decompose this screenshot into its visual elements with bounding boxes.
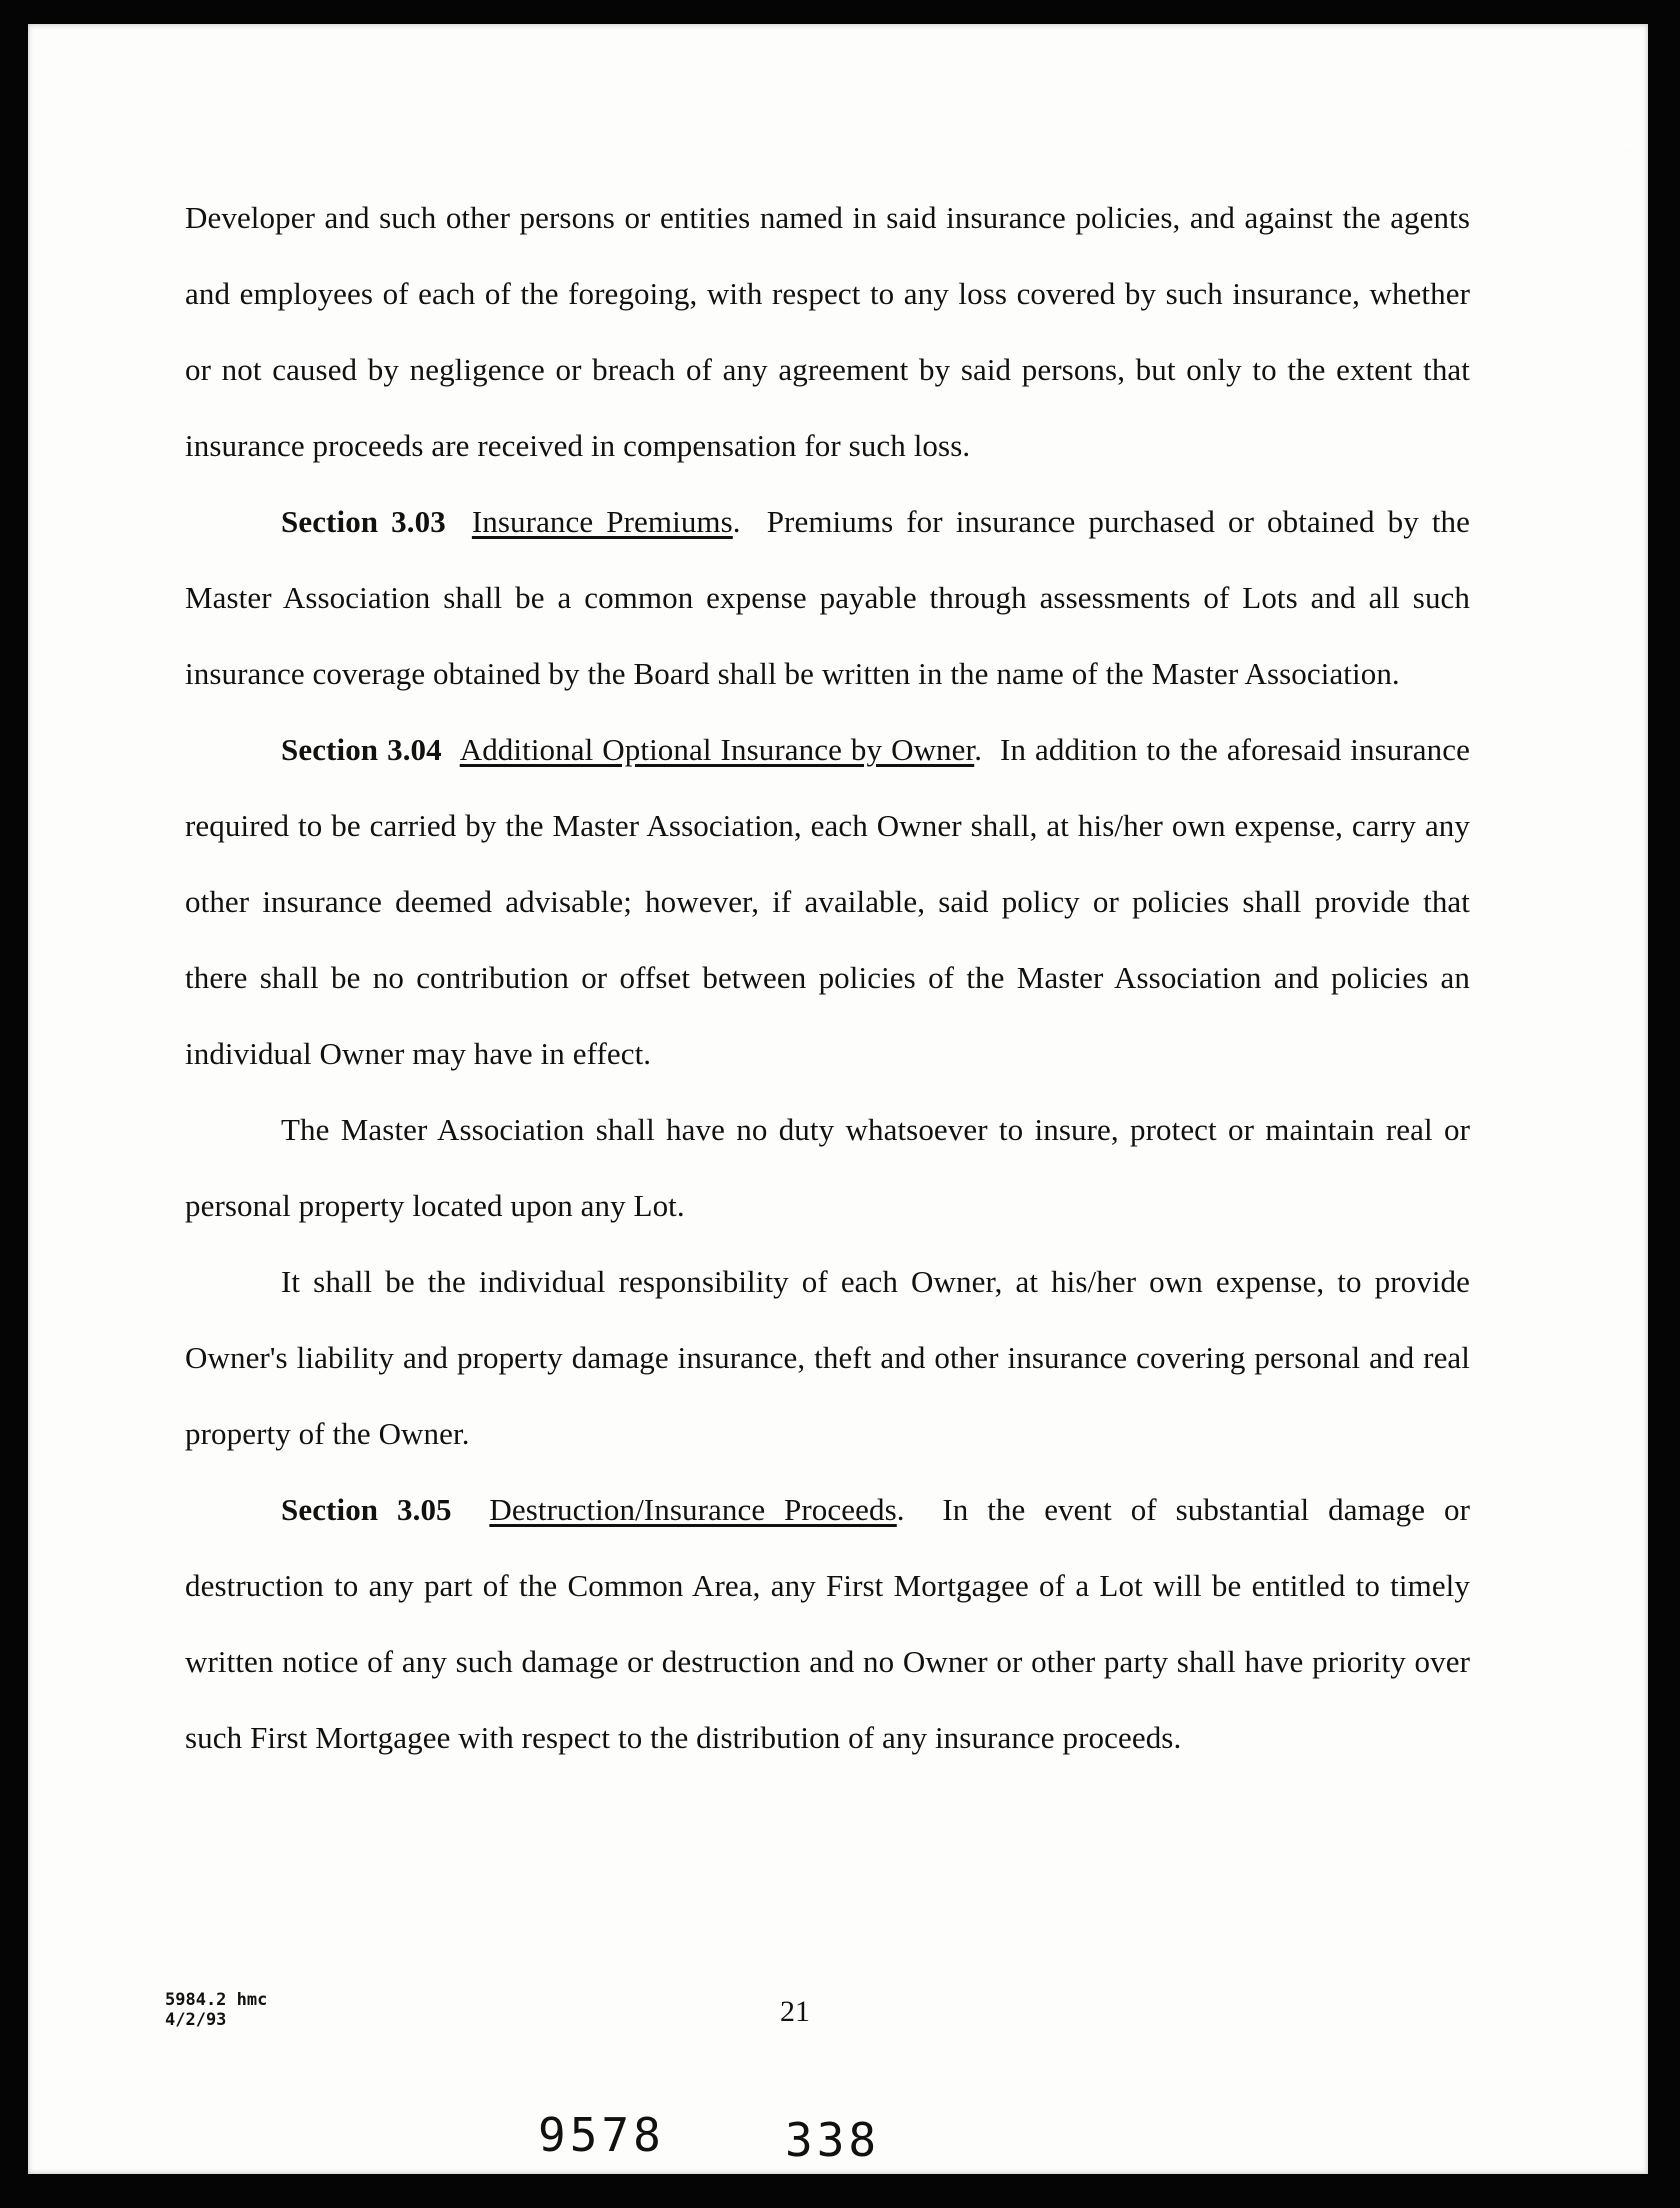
- recording-book-stamp: 9578: [538, 2108, 665, 2162]
- section-text: In the event of substantial damage or destruction to any part of the Common Area, any First Mortgagee of a Lot will be entitled to timely written notice of any such damage or destruction and no Owner or other party shall have priority over such First Mortgagee with respect to the distribution of any insurance proceeds.: [185, 1492, 1470, 1755]
- paragraph-continuation: [185, 180, 1470, 484]
- file-ref: 5984.2 hmc: [165, 1990, 268, 2010]
- paragraph-text: It shall be the individual responsibility of each Owner, at his/her own expense, to provide Owner's liability and property damage insurance, theft and other insurance covering personal and real property of the Owner.: [185, 1264, 1470, 1451]
- paragraph-no-duty: [185, 1092, 1470, 1244]
- file-date: 4/2/93: [165, 2010, 227, 2030]
- footer-file-reference: [165, 1990, 267, 2030]
- paragraph-text: Developer and such other persons or entities named in said insurance policies, and against the agents and employees of each of the foregoing, with respect to any loss covered by such insurance, whether or not caused by negligence or breach of any agreement by said persons, but only to the extent that insurance proceeds are received in compensation for such loss.: [185, 200, 1470, 463]
- section-number: Section 3.05: [281, 1492, 452, 1527]
- section-number: Section 3.04: [281, 732, 442, 767]
- section-title: Destruction/Insurance Proceeds: [489, 1492, 897, 1527]
- section-number: Section 3.03: [281, 504, 446, 539]
- section-3-04: Section 3.04 Additional Optional Insurance by Owner. In addition to the aforesaid insurance required to be carried by the Master Association, each Owner shall, at his/her own expense, carry any other insurance deemed advisable; however, if available, said policy or policies shall provide that there shall be no contribution or offset between policies of the Master Association and policies an individual Owner may have in effect.: [185, 732, 1470, 1071]
- paragraph-text: The Master Association shall have no duty whatsoever to insure, protect or maintain real or personal property located upon any Lot.: [185, 1112, 1470, 1223]
- document-body: [185, 180, 1470, 1776]
- recording-page-stamp: 338: [785, 2113, 881, 2167]
- scan-speck: [1618, 1664, 1621, 1666]
- section-3-03: Section 3.03 Insurance Premiums. Premiums for insurance purchased or obtained by the Master Association shall be a common expense payable through assessments of Lots and all such insurance coverage obtained by the Board shall be written in the name of the Master Association.: [185, 504, 1471, 691]
- page-number: 21: [780, 1995, 810, 2028]
- section-title: Insurance Premiums: [471, 504, 733, 539]
- section-title: Additional Optional Insurance by Owner: [459, 732, 975, 767]
- section-text: In addition to the aforesaid insurance required to be carried by the Master Association, each Owner shall, at his/her own expense, carry any other insurance deemed advisable; however, if available, said policy or policies shall provide that there shall be no contribution or offset between policies of the Master Association and policies an individual Owner may have in effect.: [185, 732, 1470, 1071]
- scan-speck: [1628, 144, 1631, 147]
- scan-speck: [1636, 884, 1638, 888]
- paragraph-owner-responsibility: [185, 1244, 1470, 1472]
- section-text: Premiums for insurance purchased or obtained by the Master Association shall be a common expense payable through assessments of Lots and all such insurance coverage obtained by the Board shall be written in the name of the Master Association.: [185, 504, 1471, 691]
- section-3-05: Section 3.05 Destruction/Insurance Proceeds. In the event of substantial damage or destruction to any part of the Common Area, any First Mortgagee of a Lot will be entitled to timely written notice of any such damage or destruction and no Owner or other party shall have priority over such First Mortgagee with respect to the distribution of any insurance proceeds.: [185, 1492, 1470, 1755]
